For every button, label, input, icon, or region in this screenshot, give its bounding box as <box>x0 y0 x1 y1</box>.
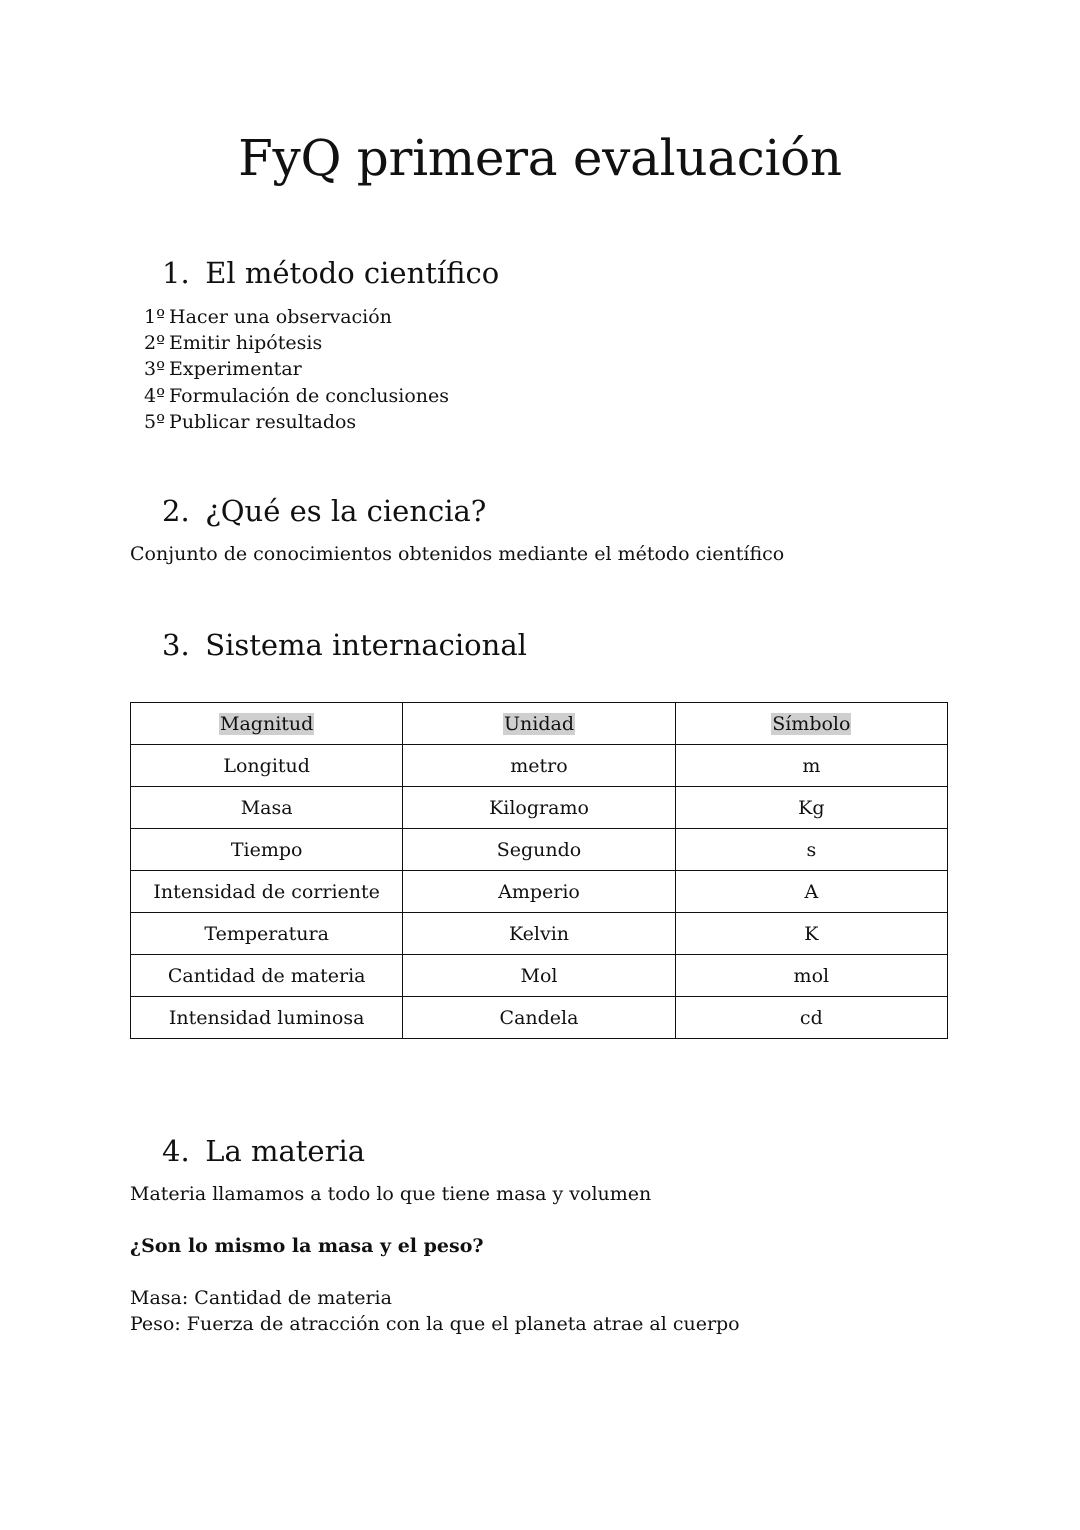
header-label: Magnitud <box>220 712 314 735</box>
table-cell: s <box>675 829 947 871</box>
table-cell: cd <box>675 997 947 1039</box>
table-row <box>131 955 948 997</box>
matter-definition: Materia llamamos a todo lo que tiene masa y volumen <box>130 1183 652 1205</box>
table-header-row <box>131 703 948 745</box>
column-header <box>403 703 675 745</box>
header-label: Unidad <box>504 712 574 735</box>
table-row <box>131 997 948 1039</box>
section-title: ¿Qué es la ciencia? <box>205 494 487 528</box>
section-number: 1. <box>162 256 190 290</box>
table-cell: Cantidad de materia <box>131 955 403 997</box>
step-ordinal: 3º <box>144 358 166 381</box>
section-title: Sistema internacional <box>205 628 527 662</box>
table-row <box>131 871 948 913</box>
table-cell: Kg <box>675 787 947 829</box>
column-header <box>131 703 403 745</box>
step-ordinal: 5º <box>144 410 166 433</box>
list-item <box>144 356 449 382</box>
table-cell: m <box>675 745 947 787</box>
table-cell: A <box>675 871 947 913</box>
table-cell: Masa <box>131 787 403 829</box>
list-item <box>144 409 449 435</box>
column-header <box>675 703 947 745</box>
table-row <box>131 829 948 871</box>
section-title: La materia <box>205 1134 366 1168</box>
section-number: 4. <box>162 1134 190 1168</box>
page-title: FyQ primera evaluación <box>238 129 842 187</box>
table-row <box>131 787 948 829</box>
table-cell: Kilogramo <box>403 787 675 829</box>
table-cell: Temperatura <box>131 913 403 955</box>
header-label: Símbolo <box>772 712 851 735</box>
table-cell: Kelvin <box>403 913 675 955</box>
list-item <box>144 383 449 409</box>
mass-answer: Masa: Cantidad de materia <box>130 1287 392 1309</box>
scientific-method-steps <box>144 304 449 435</box>
table-cell: Segundo <box>403 829 675 871</box>
table-cell: mol <box>675 955 947 997</box>
table-cell: Mol <box>403 955 675 997</box>
section-number: 3. <box>162 628 190 662</box>
section-2-heading <box>162 493 486 529</box>
table-row <box>131 913 948 955</box>
table-cell: Intensidad luminosa <box>131 997 403 1039</box>
si-units-table <box>130 702 948 1039</box>
list-item <box>144 330 449 356</box>
table-cell: K <box>675 913 947 955</box>
table-cell: metro <box>403 745 675 787</box>
weight-answer: Peso: Fuerza de atracción con la que el planeta atrae al cuerpo <box>130 1313 740 1335</box>
mass-weight-question: ¿Son lo mismo la masa y el peso? <box>130 1235 484 1257</box>
table-cell: Tiempo <box>131 829 403 871</box>
section-3-heading <box>162 627 527 663</box>
step-text: Publicar resultados <box>169 410 357 433</box>
table-cell: Longitud <box>131 745 403 787</box>
section-title: El método científico <box>205 256 500 290</box>
table-cell: Amperio <box>403 871 675 913</box>
step-text: Emitir hipótesis <box>169 332 323 355</box>
step-ordinal: 2º <box>144 332 166 355</box>
step-text: Experimentar <box>169 358 302 381</box>
table-cell: Candela <box>403 997 675 1039</box>
step-ordinal: 4º <box>144 384 166 407</box>
science-definition: Conjunto de conocimientos obtenidos mediante el método científico <box>130 543 785 565</box>
step-ordinal: 1º <box>144 306 166 328</box>
step-text: Formulación de conclusiones <box>169 384 450 407</box>
table-cell: Intensidad de corriente <box>131 871 403 913</box>
section-number: 2. <box>162 494 190 528</box>
list-item <box>144 304 449 330</box>
table-row <box>131 745 948 787</box>
section-4-heading <box>162 1133 365 1169</box>
section-1-heading <box>162 255 499 291</box>
step-text: Hacer una observación <box>169 306 392 328</box>
